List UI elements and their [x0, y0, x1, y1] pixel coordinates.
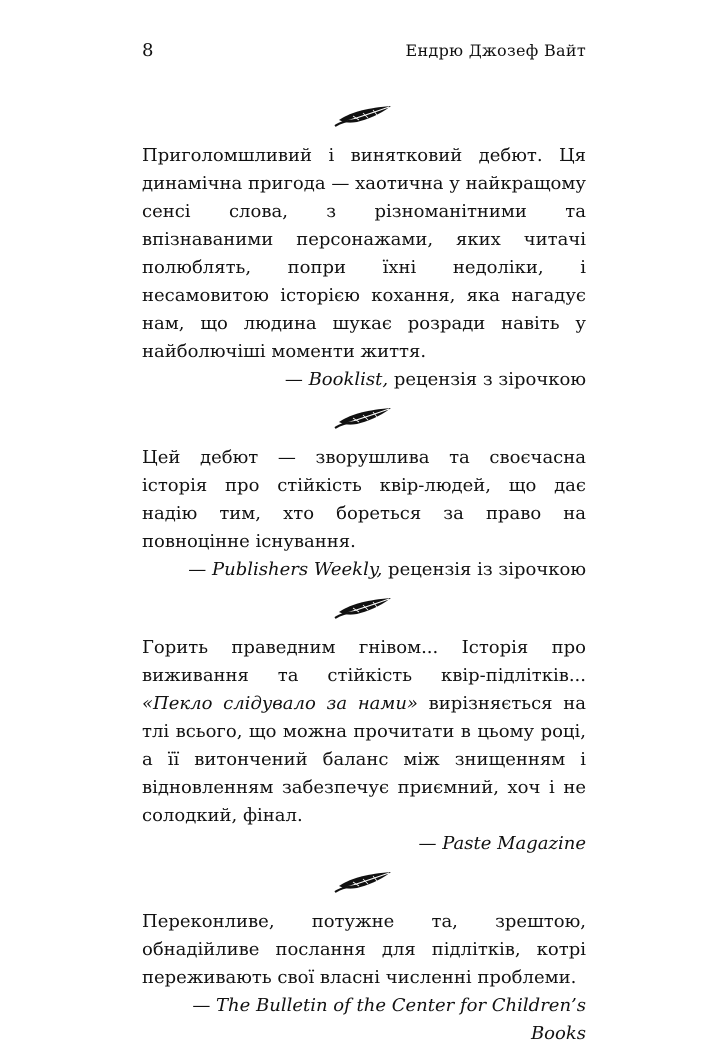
- book-title: «Пекло слідувало за нами»: [142, 693, 418, 714]
- feather-icon: [142, 404, 586, 438]
- review-text-part: Горить праведним гнівом... Історія про виживання та стійкість квір-підлітків...: [142, 637, 586, 686]
- attribution-dash: —: [192, 995, 211, 1016]
- feather-icon: [142, 594, 586, 628]
- review-source: Publishers Weekly,: [212, 559, 383, 580]
- review-attribution: [142, 556, 586, 584]
- review-text: [142, 634, 586, 830]
- reviews-section: [142, 100, 586, 1058]
- page-header: [142, 40, 586, 64]
- review-text: Приголомшливий і винятковий дебют. Ця динамічна пригода — хаотична у найкращому сенсі слова, з різноманітними та впізнаваними персонажами, яких читачі полюблять, попри їхні недоліки, і несамовитою історією кохання, яка нагадує нам, що людина шукає розради навіть у найболючіші моменти життя.: [142, 145, 586, 362]
- running-head: Ендрю Джозеф Вайт: [405, 41, 586, 60]
- review-source: The Bulletin of the Center for Children’s Books: [216, 995, 586, 1044]
- attribution-dash: —: [418, 833, 437, 854]
- review-text: Переконливе, потужне та, зрештою, обнадійливе послання для підлітків, котрі переживають свої власні численні проблеми.: [142, 911, 586, 988]
- review-source: Booklist,: [308, 369, 389, 390]
- review-attribution: [142, 992, 586, 1048]
- page-number: 8: [142, 40, 154, 61]
- review-attribution: [142, 366, 586, 394]
- review-text: Цей дебют — зворушлива та своєчасна історія про стійкість квір-людей, що дає надію тим, хто бореться за право на повноцінне існування.: [142, 447, 586, 552]
- review-note: рецензія з зірочкою: [388, 369, 586, 390]
- review-note: рецензія із зірочкою: [382, 559, 586, 580]
- attribution-dash: —: [284, 369, 303, 390]
- review-source: Paste Magazine: [442, 833, 586, 854]
- review-attribution: [142, 830, 586, 858]
- attribution-dash: —: [188, 559, 207, 580]
- review-text-part: вирізняється на тлі всього, що можна прочитати в цьому році, а її витончений баланс між знищенням і відновленням забезпечує приємний, хоч і не солодкий, фінал.: [142, 693, 586, 826]
- feather-icon: [142, 102, 586, 136]
- feather-icon: [142, 868, 586, 902]
